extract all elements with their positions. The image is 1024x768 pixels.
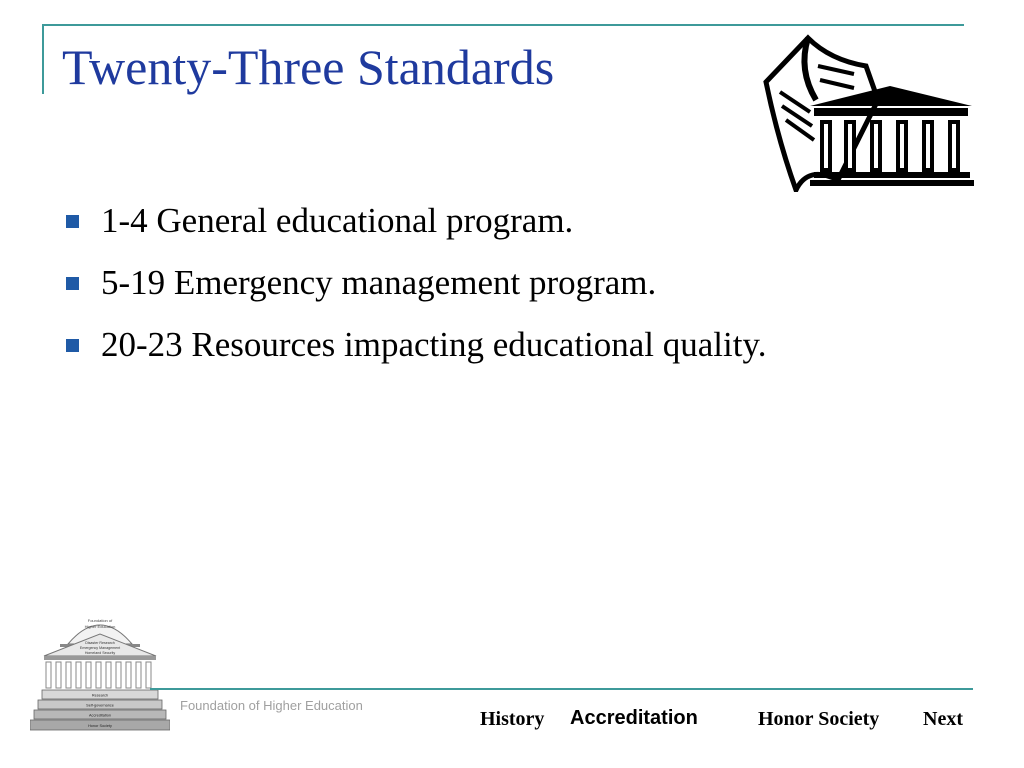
frame-left-line: [42, 24, 44, 94]
bullet-text: 1-4 General educational program.: [101, 201, 574, 240]
logo-step-text: Self-governance: [86, 703, 114, 708]
bullet-item: [66, 252, 766, 314]
logo-pediment-text: Disaster Research: [85, 641, 115, 645]
frame-top-line: [42, 24, 964, 26]
logo-step-text: Accreditation: [89, 713, 111, 718]
footer-divider: [150, 688, 973, 690]
logo-step-text: Research: [91, 693, 109, 698]
square-bullet-icon: [66, 277, 79, 290]
nav-link-history[interactable]: History: [480, 708, 545, 730]
nav-link-next[interactable]: Next: [923, 708, 963, 730]
nav-link-honor-society[interactable]: Honor Society: [758, 708, 880, 730]
logo-pediment-text: Emergency Management: [79, 646, 121, 650]
bullet-text: 20-23 Resources impacting educational quality.: [101, 325, 767, 364]
square-bullet-icon: [66, 339, 79, 352]
logo-dome-text: Foundation of: [87, 618, 113, 623]
logo-dome-text: Higher Education: [84, 624, 116, 629]
bullet-text: 5-19 Emergency management program.: [101, 263, 657, 302]
logo-pediment-text: Homeland Security: [84, 651, 116, 655]
logo-step-text: Honor Society: [88, 724, 112, 728]
document-with-building-icon: [758, 30, 976, 192]
slide-title: Twenty-Three Standards: [62, 39, 555, 95]
bullet-item: [66, 190, 766, 252]
bullet-list: [66, 190, 766, 376]
square-bullet-icon: [66, 215, 79, 228]
temple-logo-icon: [30, 608, 170, 738]
nav-link-accreditation[interactable]: Accreditation: [570, 707, 698, 729]
bullet-item: [66, 314, 766, 376]
footer-org-text: Foundation of Higher Education: [180, 698, 363, 713]
